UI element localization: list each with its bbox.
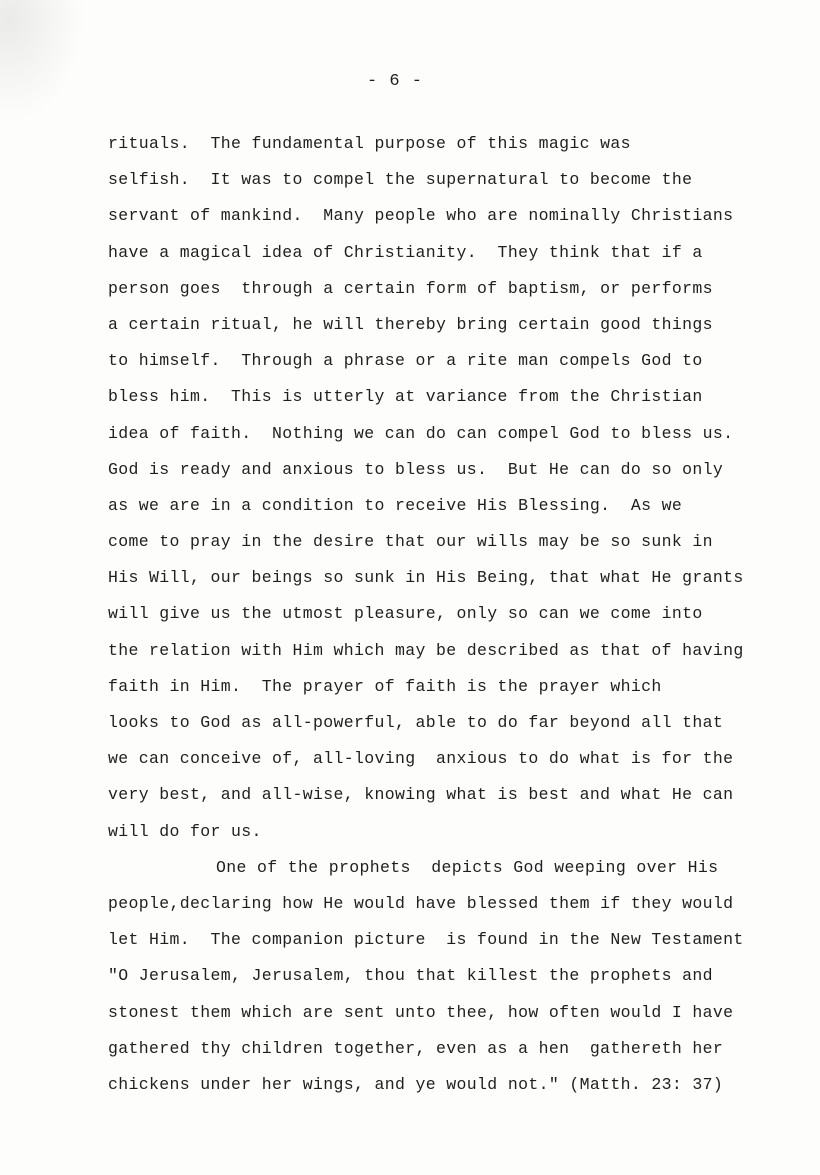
text-line: have a magical idea of Christianity. They think that if a	[108, 242, 703, 262]
paper-smudge	[0, 0, 90, 130]
text-line: "O Jerusalem, Jerusalem, thou that killest the prophets and	[108, 966, 713, 986]
text-line: will do for us.	[108, 821, 262, 841]
text-line: stonest them which are sent unto thee, how often would I have	[108, 1002, 734, 1022]
text-line: servant of mankind. Many people who are nominally Christians	[108, 206, 734, 226]
text-line: God is ready and anxious to bless us. But He can do so only	[108, 459, 724, 479]
text-line: will give us the utmost pleasure, only so can we come into	[108, 604, 703, 624]
text-line: faith in Him. The prayer of faith is the prayer which	[108, 676, 662, 696]
text-line: people,declaring how He would have blessed them if they would	[108, 893, 734, 913]
text-line: bless him. This is utterly at variance from the Christian	[108, 387, 703, 407]
text-line: rituals. The fundamental purpose of this magic was	[108, 134, 631, 153]
text-line: to himself. Through a phrase or a rite man compels God to	[108, 351, 703, 371]
text-line: the relation with Him which may be described as that of having	[108, 640, 744, 660]
text-line: we can conceive of, all-loving anxious to do what is for the	[108, 749, 734, 769]
text-line: His Will, our beings so sunk in His Being, that what He grants	[108, 568, 744, 588]
page-number: - 6 -	[366, 72, 423, 91]
text-line: come to pray in the desire that our wills may be so sunk in	[108, 532, 713, 552]
paragraph-start-line: One of the prophets depicts God weeping over His	[216, 857, 719, 877]
text-line: as we are in a condition to receive His Blessing. As we	[108, 495, 683, 515]
text-line: let Him. The companion picture is found in the New Testament	[108, 930, 744, 950]
text-line: very best, and all-wise, knowing what is best and what He can	[108, 785, 734, 805]
text-line: idea of faith. Nothing we can do can compel God to bless us.	[108, 423, 734, 443]
text-line: person goes through a certain form of baptism, or performs	[108, 278, 713, 298]
text-line: selfish. It was to compel the supernatural to become the	[108, 170, 693, 190]
text-line: a certain ritual, he will thereby bring certain good things	[108, 314, 713, 334]
text-line: chickens under her wings, and ye would not." (Matth. 23: 37)	[108, 1074, 724, 1094]
text-line: gathered thy children together, even as a hen gathereth her	[108, 1038, 724, 1058]
body-text	[108, 126, 798, 1103]
text-line: looks to God as all-powerful, able to do far beyond all that	[108, 713, 724, 732]
